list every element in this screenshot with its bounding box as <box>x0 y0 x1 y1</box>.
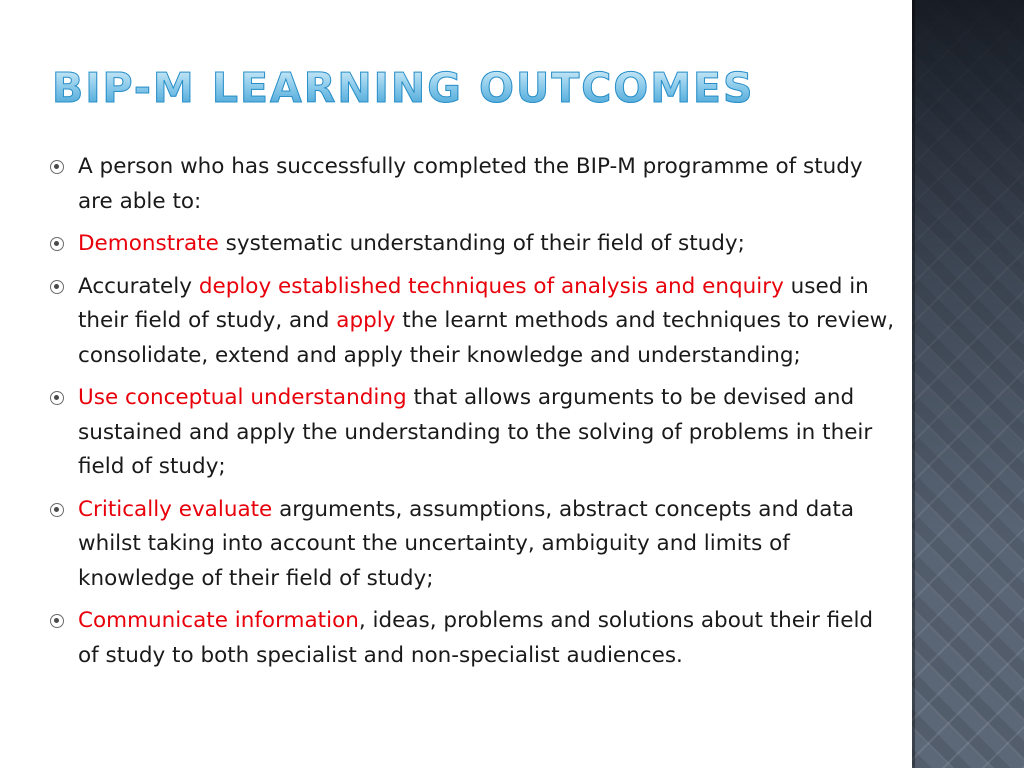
learning-outcomes-list <box>50 150 898 681</box>
bullet-text-segment: Accurately <box>78 273 199 299</box>
decorative-side-panel <box>912 0 1024 768</box>
bullet-text-segment: systematic understanding of their field of study; <box>218 231 745 256</box>
bullet-text-segment: the learnt methods and techniques to review, consolidate, extend and apply their knowledge and understanding; <box>78 308 895 368</box>
bullet-text-segment: , ideas, problems and solutions about their field of study to both specialist and non-specialist audiences. <box>78 608 874 668</box>
bullet-text <box>78 274 894 368</box>
circle-dot-bullet-icon <box>50 237 64 251</box>
circle-dot-bullet-icon <box>50 614 64 628</box>
highlighted-phrase: Demonstrate <box>78 231 219 256</box>
bullet-item <box>50 604 898 673</box>
bullet-item <box>50 270 898 374</box>
highlighted-phrase: Communicate information <box>78 608 359 633</box>
circle-dot-bullet-icon <box>50 160 64 174</box>
highlighted-phrase: apply <box>336 308 396 333</box>
bullet-text <box>78 385 872 479</box>
circle-dot-bullet-icon <box>50 280 64 294</box>
bullet-text-segment: used in their field of study, and <box>78 273 869 333</box>
bullet-item <box>50 381 898 485</box>
bullet-text-segment: A person who has successfully completed the BIP-M programme of study are able to: <box>78 154 863 214</box>
slide-title: BIP-M LEARNING OUTCOMES <box>52 64 755 112</box>
bullet-item <box>50 493 898 597</box>
circle-dot-bullet-icon <box>50 503 64 517</box>
bullet-text <box>78 497 854 591</box>
bullet-text-segment: that allows arguments to be devised and sustained and apply the understanding to the solving of problems in their field of study; <box>78 385 873 479</box>
highlighted-phrase: Use conceptual understanding <box>78 385 407 410</box>
bullet-text-segment: arguments, assumptions, abstract concepts and data whilst taking into account the uncertainty, ambiguity and limits of knowledge of their field of study; <box>78 496 855 591</box>
bullet-item <box>50 227 898 262</box>
bullet-text <box>78 154 863 214</box>
highlighted-phrase: Critically evaluate <box>78 496 273 522</box>
bullet-text <box>78 608 873 668</box>
bullet-text <box>78 231 745 256</box>
bullet-item <box>50 150 898 219</box>
highlighted-phrase: deploy established techniques of analysis and enquiry <box>198 273 784 299</box>
circle-dot-bullet-icon <box>50 391 64 405</box>
